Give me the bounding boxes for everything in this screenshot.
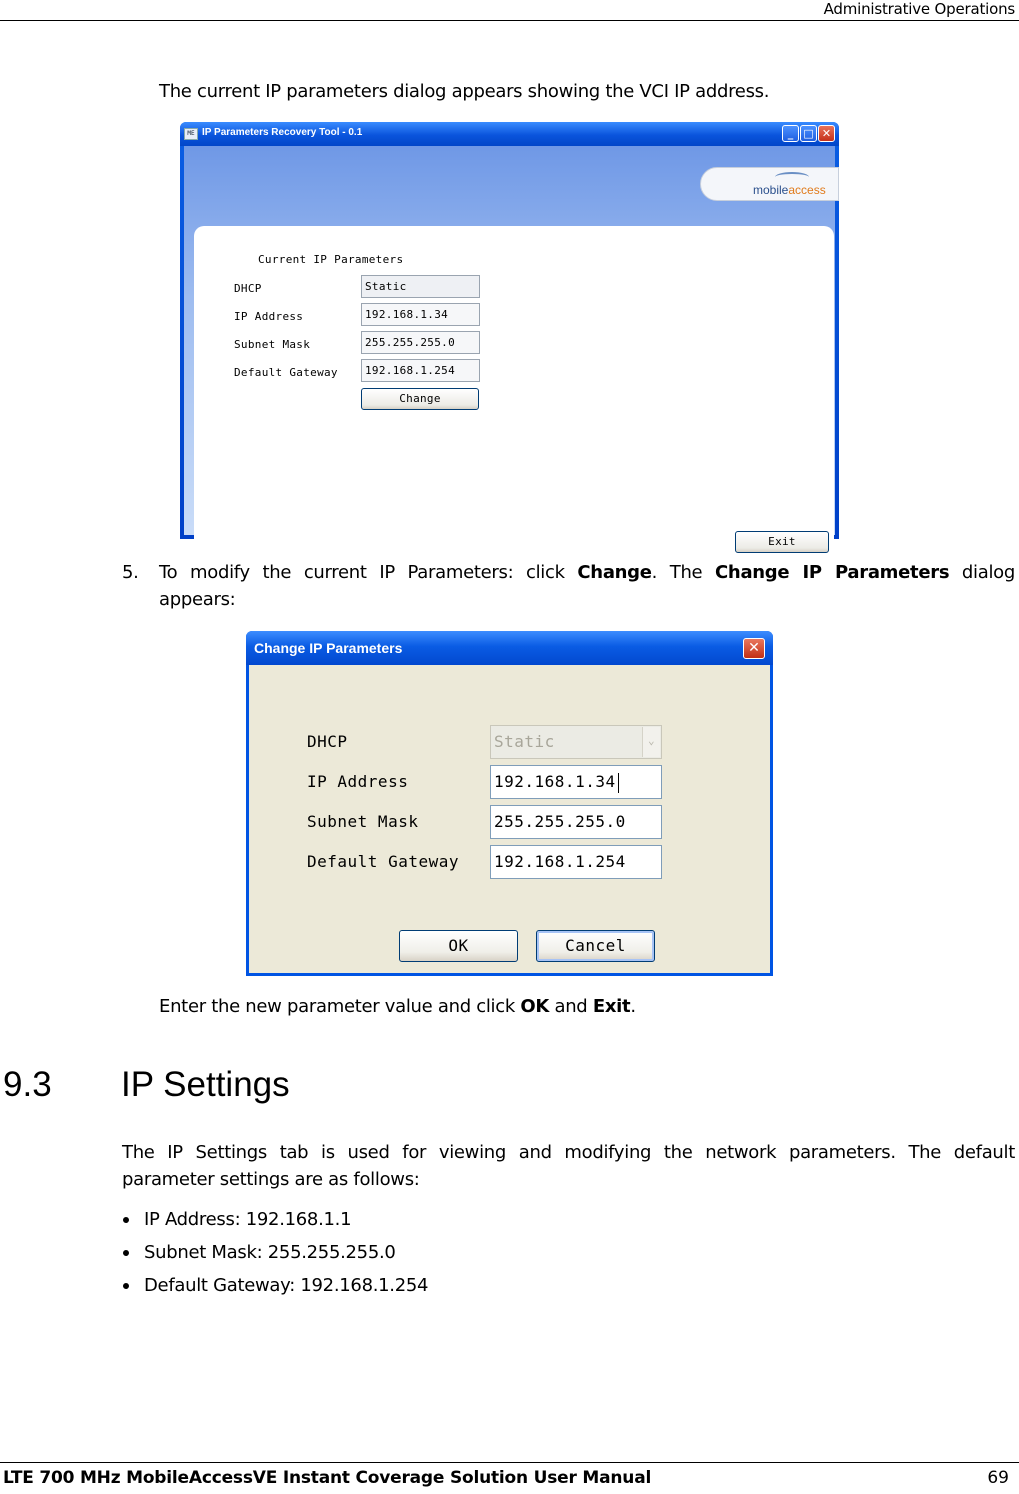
cancel-button[interactable]: Cancel — [536, 930, 655, 962]
list-item — [122, 1272, 428, 1305]
step-5-dialog-name-bold: Change IP Parameters — [715, 562, 950, 583]
recovery-tool-client — [184, 146, 835, 548]
recovery-tool-titlebar — [180, 122, 839, 146]
panel-title: Current IP Parameters — [258, 253, 404, 266]
default-settings-list — [122, 1206, 428, 1305]
step-5-line-2: appears: — [159, 589, 236, 610]
step-5-number: 5. — [122, 562, 139, 583]
after-dialog-prefix: Enter the new parameter value and click — [159, 996, 521, 1017]
section-paragraph-line-2: parameter settings are as follows: — [122, 1169, 420, 1190]
footer-manual-title: LTE 700 MHz MobileAccessVE Instant Coverage Solution User Manual — [3, 1468, 652, 1488]
after-dialog-and: and — [549, 996, 593, 1017]
after-dialog-paragraph — [159, 993, 636, 1020]
recovery-tool-window — [180, 122, 839, 548]
maximize-button[interactable]: □ — [800, 125, 817, 142]
default-gateway-field: 192.168.1.254 — [361, 359, 480, 382]
recovery-tool-title: IP Parameters Recovery Tool - 0.1 — [202, 127, 363, 138]
change-ip-titlebar — [246, 631, 773, 665]
logo-swoosh-icon — [775, 172, 809, 182]
section-number: 9.3 — [3, 1065, 52, 1104]
dialog-dhcp-label: DHCP — [307, 732, 348, 751]
step-5-text-c: . The — [651, 562, 703, 583]
subnet-mask-field: 255.255.255.0 — [361, 331, 480, 354]
section-title: IP Settings — [121, 1065, 290, 1104]
after-dialog-ok-bold: OK — [520, 996, 550, 1017]
logo-text-access: access — [788, 183, 826, 197]
mobileaccess-logo — [700, 167, 839, 201]
step-5-change-bold: Change — [577, 562, 652, 583]
ip-address-field: 192.168.1.34 — [361, 303, 480, 326]
close-button[interactable]: ✕ — [818, 125, 835, 142]
ok-button[interactable]: OK — [399, 930, 518, 962]
dhcp-field: Static — [361, 275, 480, 298]
dialog-subnet-mask-label: Subnet Mask — [307, 812, 419, 831]
chevron-down-icon[interactable]: ⌄ — [642, 727, 660, 757]
dialog-close-button[interactable]: ✕ — [743, 638, 765, 659]
change-button[interactable]: Change — [361, 388, 479, 410]
minimize-button[interactable]: _ — [782, 125, 799, 142]
dialog-default-gateway-label: Default Gateway — [307, 852, 459, 871]
bullet-icon — [123, 1250, 129, 1256]
current-ip-panel — [194, 226, 834, 559]
subnet-mask-label: Subnet Mask — [234, 338, 311, 351]
bullet-icon — [123, 1283, 129, 1289]
section-heading — [3, 1065, 290, 1105]
intro-paragraph: The current IP parameters dialog appears showing the VCI IP address. — [159, 81, 770, 102]
dialog-default-gateway-input[interactable]: 192.168.1.254 — [490, 845, 662, 879]
bullet-ip-address: IP Address: 192.168.1.1 — [144, 1209, 352, 1230]
dialog-ip-address-value: 192.168.1.34 — [494, 772, 616, 791]
dialog-dhcp-dropdown[interactable] — [490, 725, 662, 759]
dialog-subnet-mask-input[interactable]: 255.255.255.0 — [490, 805, 662, 839]
bullet-default-gateway: Default Gateway: 192.168.1.254 — [144, 1275, 429, 1296]
list-item — [122, 1239, 428, 1272]
step-5-line-1 — [159, 559, 1015, 586]
default-gateway-label: Default Gateway — [234, 366, 338, 379]
bullet-subnet-mask: Subnet Mask: 255.255.255.0 — [144, 1242, 396, 1263]
footer-page-number: 69 — [987, 1468, 1009, 1488]
exit-button[interactable]: Exit — [735, 531, 829, 553]
bullet-icon — [123, 1217, 129, 1223]
after-dialog-suffix: . — [630, 996, 636, 1017]
change-ip-title: Change IP Parameters — [254, 640, 403, 656]
step-5-text-e: dialog — [961, 562, 1016, 583]
footer-rule — [0, 1462, 1019, 1463]
dhcp-label: DHCP — [234, 282, 262, 295]
running-header: Administrative Operations — [823, 0, 1015, 18]
ip-address-label: IP Address — [234, 310, 304, 323]
after-dialog-exit-bold: Exit — [592, 996, 631, 1017]
header-rule — [0, 20, 1019, 21]
dialog-ip-address-input[interactable] — [490, 765, 662, 799]
dialog-dhcp-value: Static — [494, 732, 555, 751]
change-ip-dialog — [246, 631, 773, 976]
list-item — [122, 1206, 428, 1239]
change-ip-client — [249, 665, 770, 973]
dialog-ip-address-label: IP Address — [307, 772, 409, 791]
text-caret — [618, 773, 619, 793]
logo-text-mobile: mobile — [753, 183, 789, 197]
step-5-text-a: To modify the current IP Parameters: click — [159, 562, 565, 583]
app-icon: ME — [184, 128, 198, 140]
section-paragraph-line-1: The IP Settings tab is used for viewing and modifying the network parameters. The default — [122, 1142, 1015, 1163]
